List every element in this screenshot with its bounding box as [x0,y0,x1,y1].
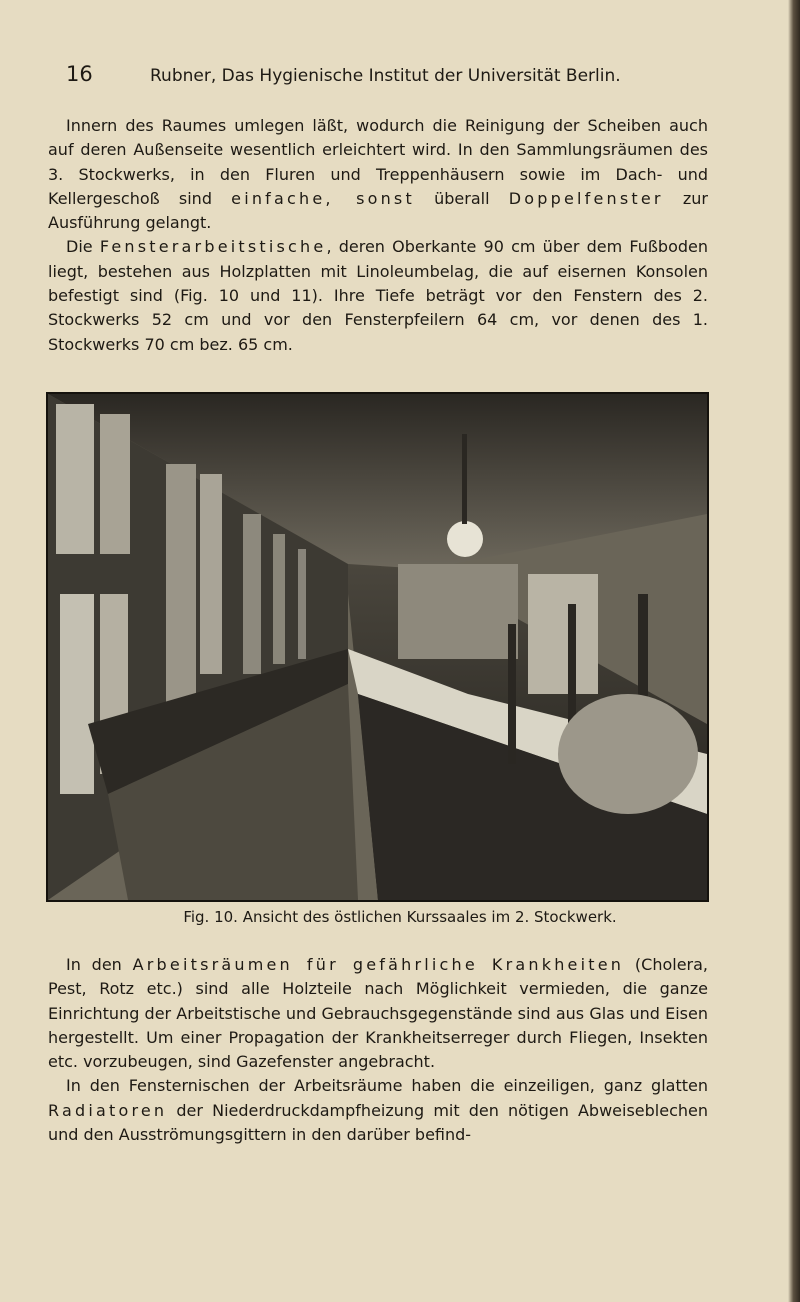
text-block-top [48,114,708,357]
spaced-emphasis: Radiatoren [48,1100,168,1120]
text-run: zur Ausführung gelangt. [48,188,708,233]
text-run: Die [66,237,100,257]
spaced-emphasis: einfache, sonst [231,188,415,208]
paragraph [48,953,708,1074]
text-run: überall [414,188,509,208]
spaced-emphasis: Doppelfenster [508,188,664,208]
text-run: (Cholera, Pest, Rotz etc.) sind alle Holzteile nach Möglichkeit vermieden, die ganze Einrichtung der Arbeitstische und Gebrauchsgegenstände sind aus Glas und Eisen hergestellt. Um einer Propagation der Krankheitserreger durch Fliegen, Insekten etc. vorzubeugen, sind Gazefenster angebracht. [48,955,709,1072]
page-edge-shadow [788,0,800,1302]
text-run: , deren Oberkante 90 cm über dem Fußboden liegt, bestehen aus Holzplatten mit Linoleumbelag, die auf eisernen Konsolen befestigt sind (Fig. 10 und 11). Ihre Tiefe beträgt vor den Fenstern des 2. Stockwerks 52 cm und vor den Fensterpfeilern 64 cm, vor denen des 1. Stockwerks 70 cm bez. 65 cm. [48,237,708,354]
text-block-bottom [48,953,708,1147]
page-header [44,62,724,96]
spaced-emphasis: Fensterarbeitstische [99,237,327,257]
text-run: der Niederdruckdampfheizung mit den nötigen Abweiseblechen und den Ausströmungsgittern in den darüber befind- [48,1100,708,1145]
text-run: In den [66,955,133,974]
page-number: 16 [66,62,93,86]
laboratory-photo [48,394,707,900]
paragraph [48,235,708,356]
figure-photo [46,392,709,902]
paragraph [48,1074,708,1147]
paragraph [48,114,708,235]
text-run: Innern des Raumes umlegen läßt, wodurch die Reinigung der Scheiben auch auf deren Außenseite wesentlich erleichtert wird. In den Sammlungsräumen des 3. Stockwerks, in den Fluren und Treppenhäusern sowie im Dach- und Kellergeschoß sind [48,116,708,208]
running-head: Rubner, Das Hygienische Institut der Universität Berlin. [150,66,621,86]
spaced-emphasis: Arbeitsräumen für gefährliche Krankheiten [132,955,625,974]
figure-caption: Fig. 10. Ansicht des östlichen Kurssaales im 2. Stockwerk. [183,908,617,926]
text-run: In den Fensternischen der Arbeitsräume haben die einzeiligen, ganz glatten [66,1076,708,1096]
